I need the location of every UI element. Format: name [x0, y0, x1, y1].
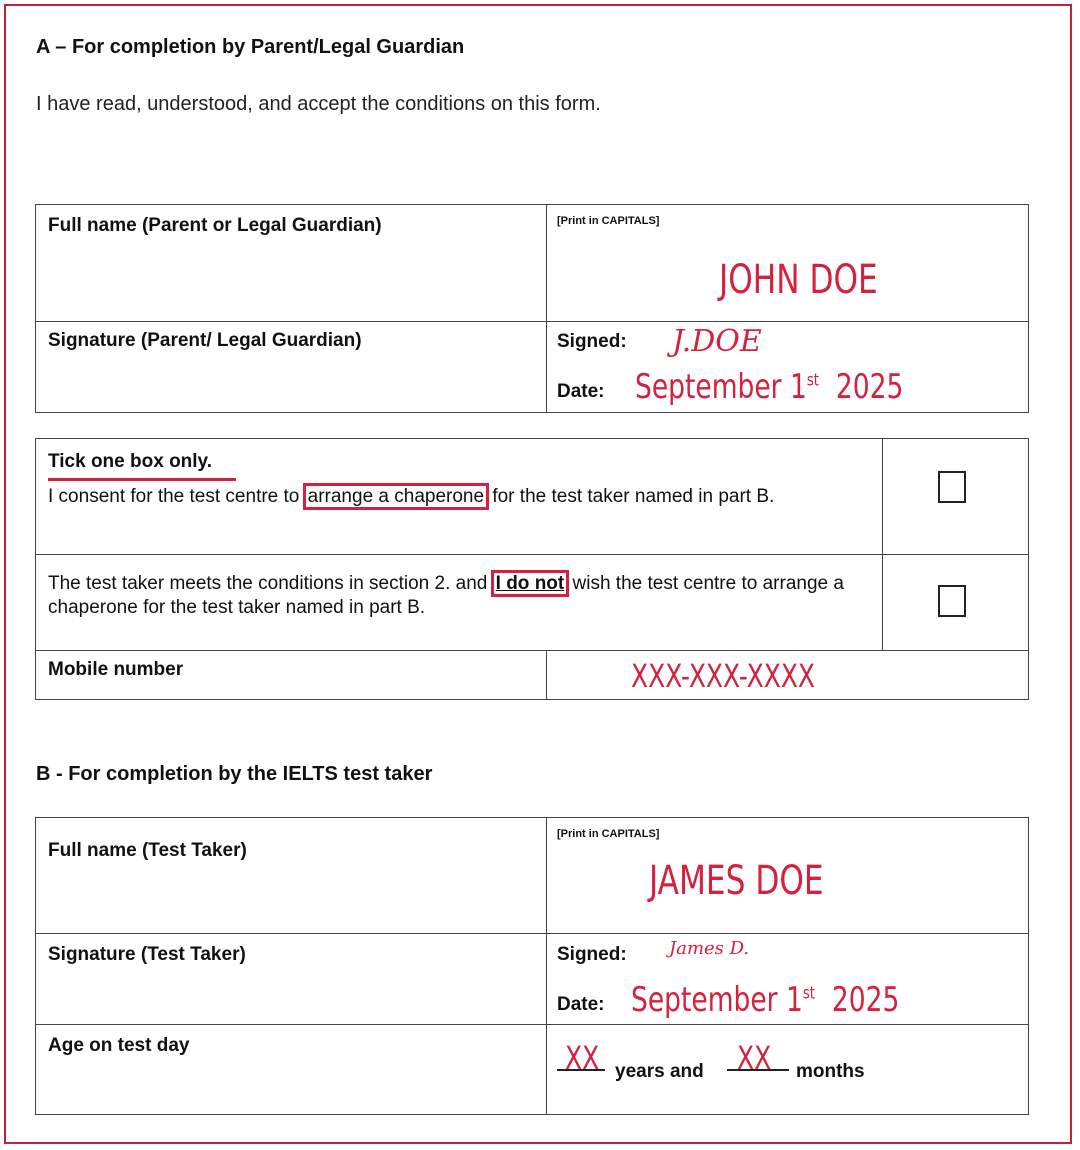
taker-name-field[interactable] [547, 818, 1029, 934]
age-months-text: months [796, 1061, 865, 1082]
age-years-value: XX [565, 1039, 600, 1077]
instruction-underline [48, 478, 236, 481]
taker-date-value: September 1st 2025 [631, 980, 900, 1020]
parent-date-value: September 1st 2025 [635, 367, 904, 407]
taker-name-label-cell [36, 818, 547, 934]
taker-signature-field[interactable] [547, 934, 1029, 1025]
age-months-value: XX [737, 1039, 772, 1077]
parent-details-table [35, 204, 1029, 413]
age-label-cell [36, 1025, 547, 1115]
taker-date-label: Date: [557, 994, 605, 1015]
parent-signature-label-cell [36, 322, 547, 413]
mobile-value: XXX-XXX-XXXX [631, 657, 816, 695]
age-field[interactable] [547, 1025, 1029, 1115]
age-years-blank [557, 1069, 605, 1071]
option2-checkbox-cell [883, 555, 1029, 651]
chaperone-options-table [35, 438, 1029, 700]
print-capitals-note: [Print in CAPITALS] [557, 828, 660, 840]
option1-cell [36, 439, 883, 555]
age-years-text: years and [615, 1061, 704, 1082]
parent-signature: J.DOE [672, 324, 762, 359]
section-a-heading: A – For completion by Parent/Legal Guardian [36, 36, 465, 58]
tick-instruction: Tick one box only. [48, 451, 212, 472]
parent-name-field[interactable] [547, 205, 1029, 322]
parent-signature-label: Signature (Parent/ Legal Guardian) [48, 330, 362, 351]
option1-text: I consent for the test centre to arrange a chaperone for the test taker named in part B. [48, 485, 872, 509]
test-taker-table [35, 817, 1029, 1115]
age-label: Age on test day [48, 1035, 190, 1056]
option2-checkbox[interactable] [938, 585, 966, 617]
parent-date-label: Date: [557, 381, 605, 402]
option2-cell [36, 555, 883, 651]
taker-name-label: Full name (Test Taker) [48, 840, 247, 861]
section-b-heading: B - For completion by the IELTS test taker [36, 763, 433, 785]
taker-signed-label: Signed: [557, 944, 627, 965]
taker-signature: James D. [669, 938, 750, 959]
age-months-blank [727, 1069, 789, 1071]
taker-signature-label-cell [36, 934, 547, 1025]
parent-name-label: Full name (Parent or Legal Guardian) [48, 215, 382, 236]
mobile-label-cell [36, 651, 547, 700]
parent-signed-label: Signed: [557, 331, 627, 352]
option1-checkbox-cell [883, 439, 1029, 555]
option1-checkbox[interactable] [938, 471, 966, 503]
parent-signature-field[interactable] [547, 322, 1029, 413]
mobile-field[interactable] [547, 651, 1029, 700]
mobile-label: Mobile number [48, 659, 184, 680]
section-a-intro: I have read, understood, and accept the conditions on this form. [36, 93, 601, 115]
parent-name-label-cell [36, 205, 547, 322]
taker-name-value: JAMES DOE [649, 858, 824, 904]
taker-signature-label: Signature (Test Taker) [48, 944, 246, 965]
parent-name-value: JOHN DOE [719, 257, 878, 303]
option2-text: The test taker meets the conditions in section 2. and I do not wish the test centre to arrange a chaperone for the test taker named in part B. [48, 572, 872, 620]
print-capitals-note: [Print in CAPITALS] [557, 215, 660, 227]
